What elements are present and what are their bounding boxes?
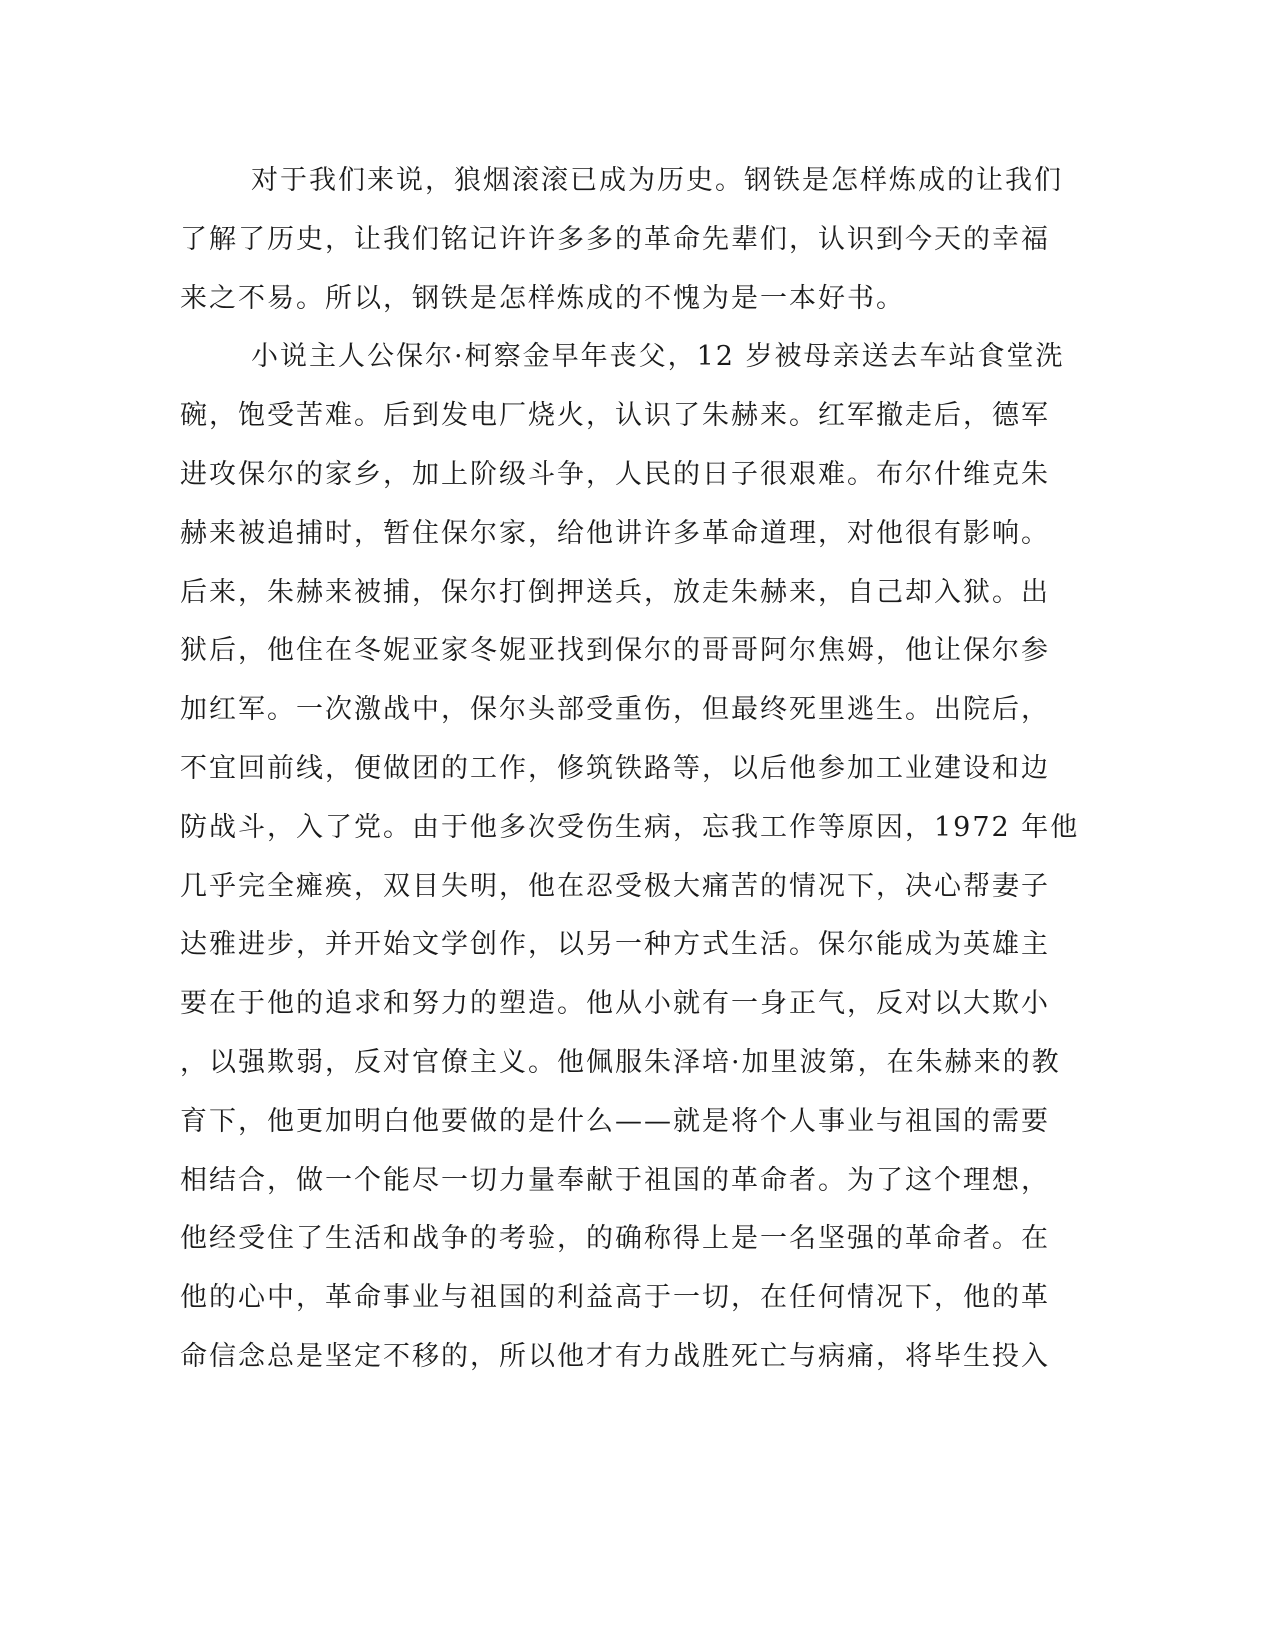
text-line: 赫来被追捕时，暂住保尔家，给他讲许多革命道理，对他很有影响。 xyxy=(180,518,1050,549)
text-line: 了解了历史，让我们铭记许许多多的革命先辈们，认识到今天的幸福 xyxy=(180,224,1050,255)
text-line: 加红军。一次激战中，保尔头部受重伤，但最终死里逃生。出院后， xyxy=(180,694,1050,725)
text-line: 他经受住了生活和战争的考验，的确称得上是一名坚强的革命者。在 xyxy=(180,1223,1050,1254)
text-line: ，以强欺弱，反对官僚主义。他佩服朱泽培·加里波第，在朱赫来的教 xyxy=(180,1047,1061,1078)
text-line: 命信念总是坚定不移的，所以他才有力战胜死亡与病痛，将毕生投入 xyxy=(180,1341,1050,1372)
text-line: 不宜回前线，便做团的工作，修筑铁路等，以后他参加工业建设和边 xyxy=(180,753,1050,784)
text-line: 小说主人公保尔·柯察金早年丧父，12 岁被母亲送去车站食堂洗 xyxy=(251,341,1065,372)
text-line: 狱后，他住在冬妮亚家冬妮亚找到保尔的哥哥阿尔焦姆，他让保尔参 xyxy=(180,635,1050,666)
text-line: 后来，朱赫来被捕，保尔打倒押送兵，放走朱赫来，自己却入狱。出 xyxy=(180,577,1050,608)
text-line: 来之不易。所以，钢铁是怎样炼成的不愧为是一本好书。 xyxy=(180,283,905,314)
text-line: 对于我们来说，狼烟滚滚已成为历史。钢铁是怎样炼成的让我们 xyxy=(251,165,1063,196)
text-line: 他的心中，革命事业与祖国的利益高于一切，在任何情况下，他的革 xyxy=(180,1282,1050,1313)
text-line: 几乎完全瘫痪，双目失明，他在忍受极大痛苦的情况下，决心帮妻子 xyxy=(180,871,1050,902)
text-line: 育下，他更加明白他要做的是什么——就是将个人事业与祖国的需要 xyxy=(180,1106,1050,1137)
text-line: 碗，饱受苦难。后到发电厂烧火，认识了朱赫来。红军撤走后，德军 xyxy=(180,400,1050,431)
text-line: 防战斗，入了党。由于他多次受伤生病，忘我工作等原因，1972 年他 xyxy=(180,812,1080,843)
text-line: 要在于他的追求和努力的塑造。他从小就有一身正气，反对以大欺小 xyxy=(180,988,1050,1019)
text-line: 达雅进步，并开始文学创作，以另一种方式生活。保尔能成为英雄主 xyxy=(180,929,1050,960)
text-line: 相结合，做一个能尽一切力量奉献于祖国的革命者。为了这个理想， xyxy=(180,1165,1050,1196)
text-line: 进攻保尔的家乡，加上阶级斗争，人民的日子很艰难。布尔什维克朱 xyxy=(180,459,1050,490)
